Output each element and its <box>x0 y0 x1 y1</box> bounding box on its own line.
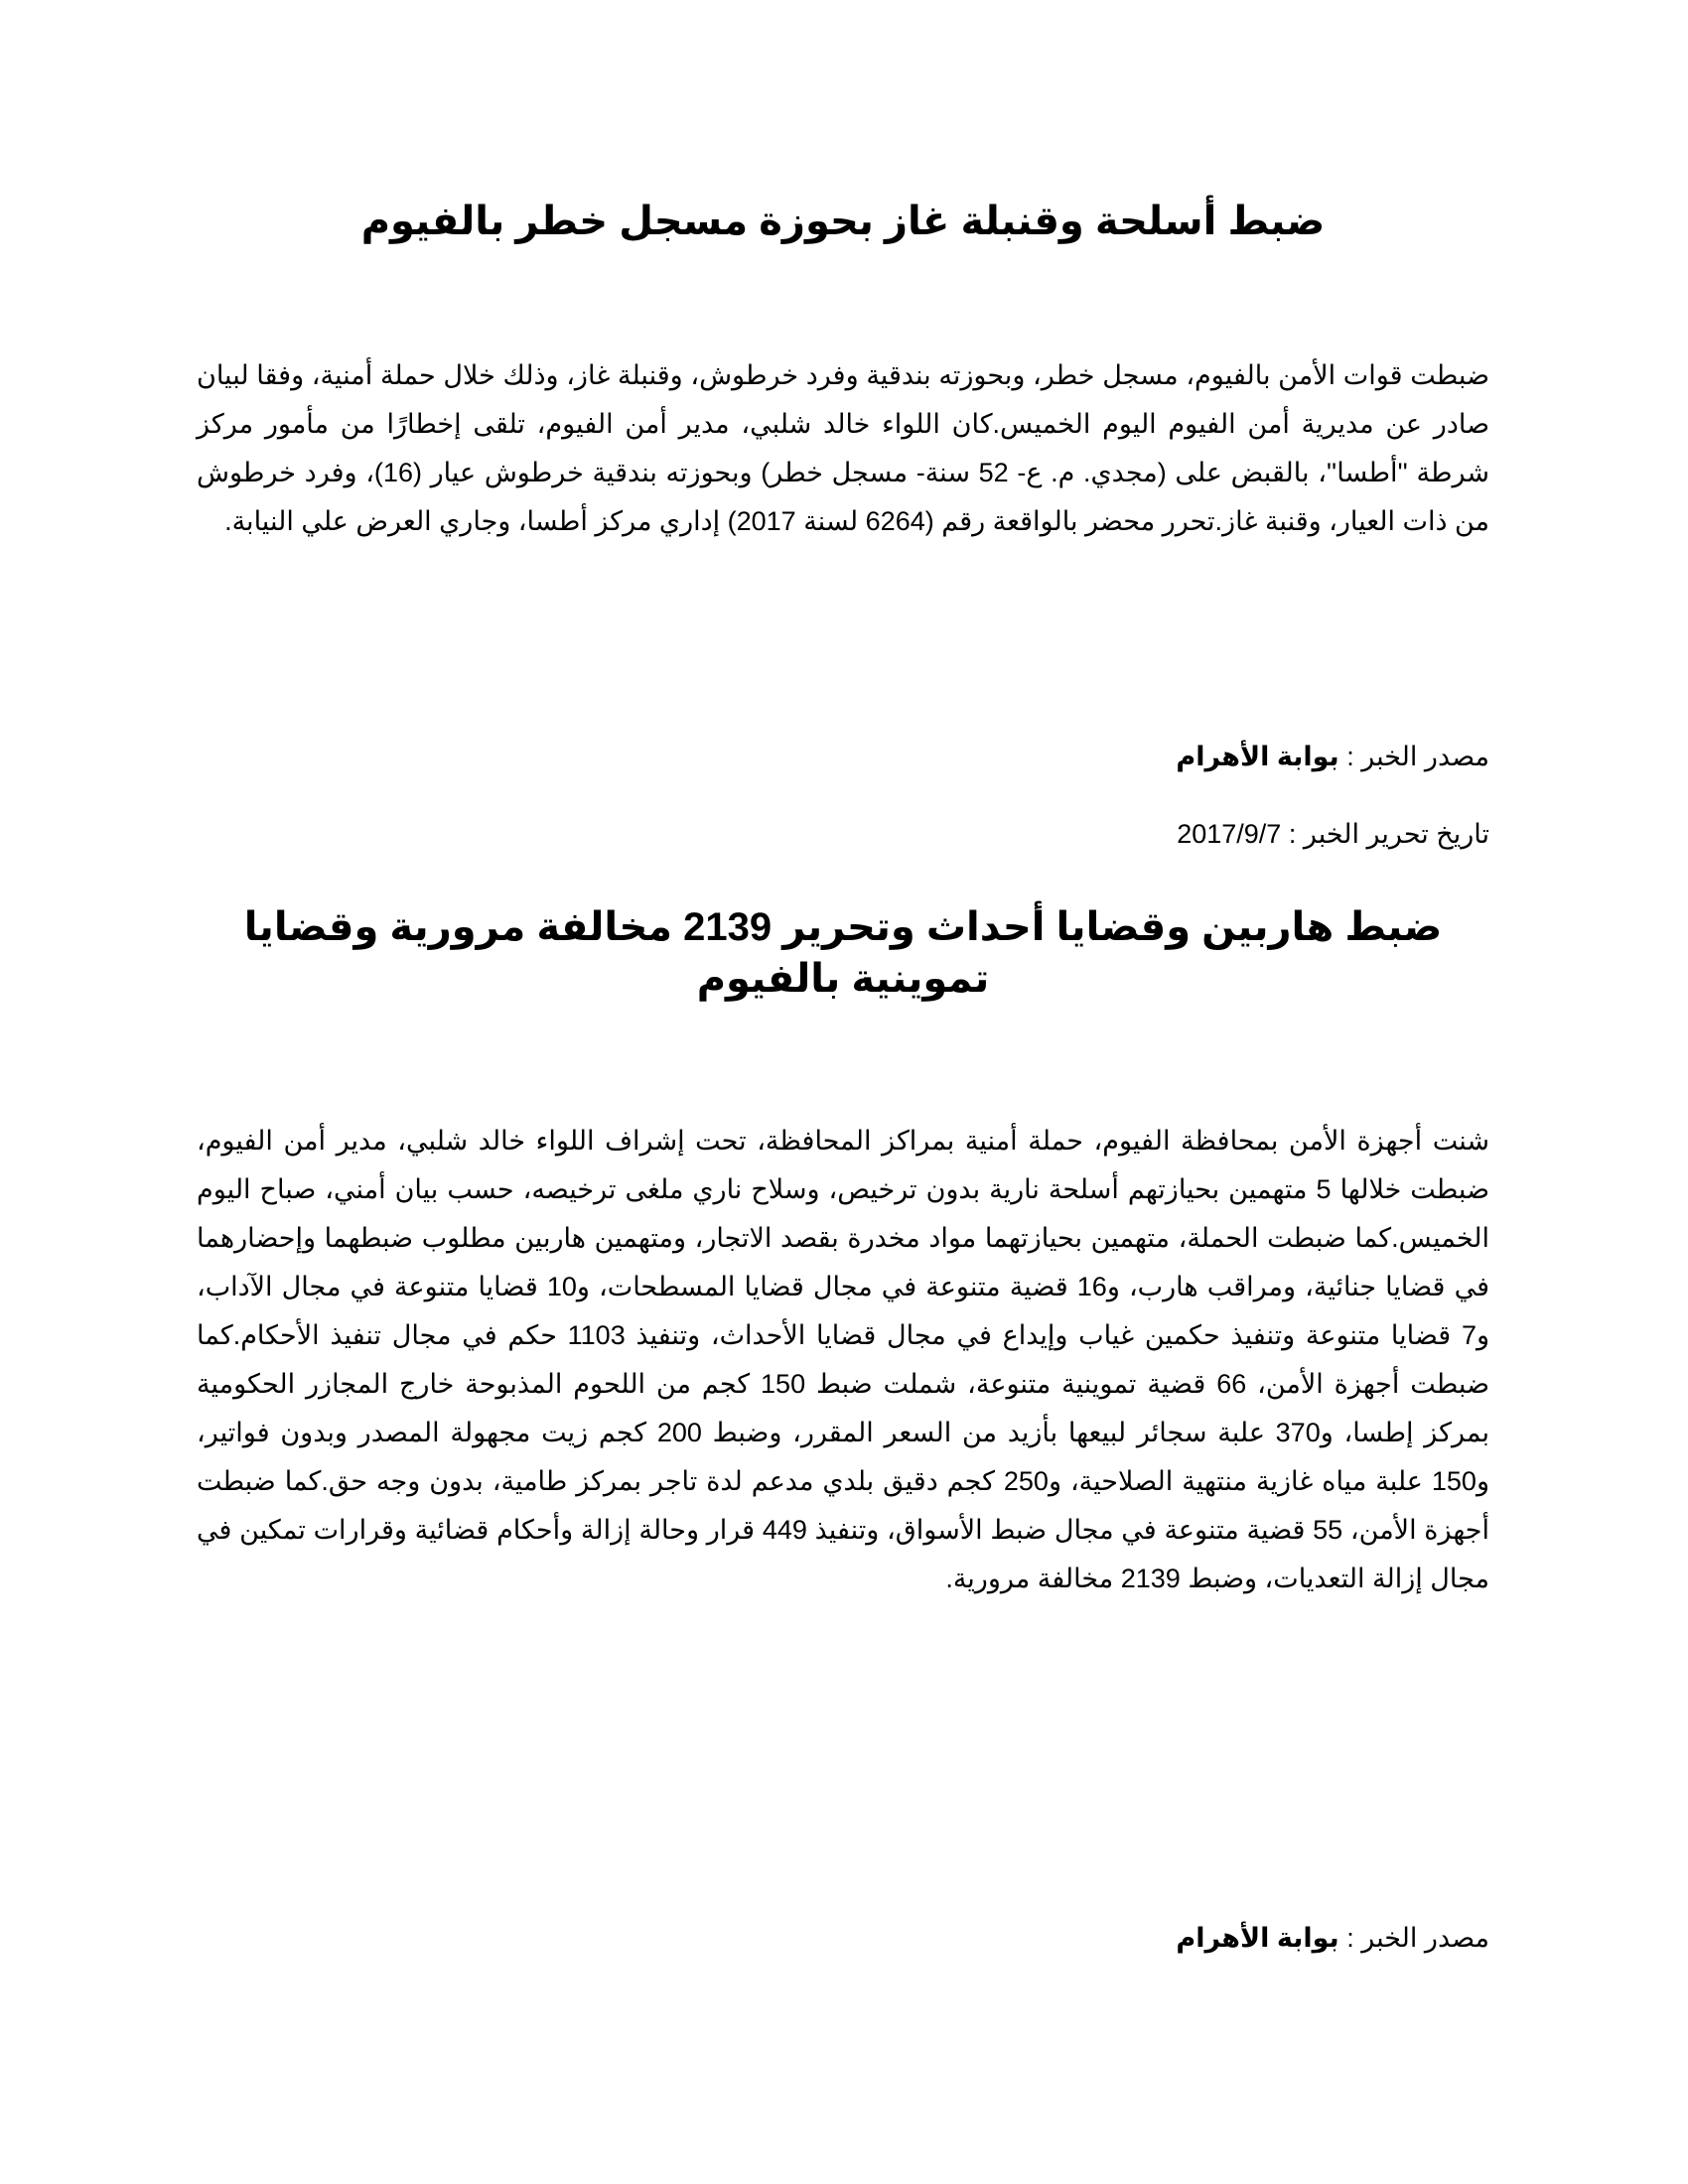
article-1-body: ضبطت قوات الأمن بالفيوم، مسجل خطر، وبحوزته بندقية وفرد خرطوش، وقنبلة غاز، وذلك خلال حملة أمنية، وفقا لبيان صادر عن مديرية أمن الفيوم اليوم الخميس.كان اللواء خالد شلبي، مدير أمن الفيوم، تلقى إخطارًا من مأمور مركز شرطة ''أطسا''، بالقبض على (مجدي. م. ع- 52 سنة- مسجل خطر) وبحوزته بندقية خرطوش عيار (16)، وفرد خرطوش من ذات العيار، وقنبة غاز.تحرر محضر بالواقعة رقم (6264 لسنة 2017) إداري مركز أطسا، وجاري العرض علي النيابة. <box>197 360 1489 536</box>
article-1-title: ضبط أسلحة وقنبلة غاز بحوزة مسجل خطر بالفيوم <box>360 200 1326 243</box>
article-2-body: شنت أجهزة الأمن بمحافظة الفيوم، حملة أمنية بمراكز المحافظة، تحت إشراف اللواء خالد شلبي، مدير أمن الفيوم، ضبطت خلالها 5 متهمين بحيازتهم أسلحة نارية بدون ترخيص، وسلاح ناري ملغى ترخيصه، حسب بيان أمني، صباح اليوم الخميس.كما ضبطت الحملة، متهمين بحيازتهما مواد مخدرة بقصد الاتجار، ومتهمين هاربين مطلوب ضبطهما وإحضارهما في قضايا جنائية، ومراقب هارب، و16 قضية متنوعة في مجال قضايا المسطحات، و10 قضايا متنوعة في مجال الآداب، و7 قضايا متنوعة وتنفيذ حكمين غياب وإيداع في مجال قضايا الأحداث، وتنفيذ 1103 حكم في مجال تنفيذ الأحكام.كما ضبطت أجهزة الأمن، 66 قضية تموينية متنوعة، شملت ضبط 150 كجم من اللحوم المذبوحة خارج المجازر الحكومية بمركز إطسا، و370 علبة سجائر لبيعها بأزيد من السعر المقرر، وضبط 200 كجم زيت مجهولة المصدر وبدون فواتير، و150 علبة مياه غازية منتهية الصلاحية، و250 كجم دقيق بلدي مدعم لدة تاجر بمركز طامية، بدون وجه حق.كما ضبطت أجهزة الأمن، 55 قضية متنوعة في مجال ضبط الأسواق، وتنفيذ 449 قرار وحالة إزالة وأحكام قضائية وقرارات تمكين في مجال إزالة التعديات، وضبط 2139 مخالفة مرورية. <box>197 1126 1490 1593</box>
article-2-source-label: مصدر الخبر : <box>1346 1923 1489 1953</box>
article-1-source-value: بوابة الأهرام <box>1176 742 1339 771</box>
article-1-source <box>1176 737 1489 776</box>
article-2-source <box>1176 1918 1489 1958</box>
article-1-date-label: تاريخ تحرير الخبر : <box>1288 819 1489 849</box>
article-1-date-value: 2017/9/7 <box>1177 819 1282 849</box>
article-1-source-label: مصدر الخبر : <box>1346 742 1489 771</box>
article-1-date <box>1177 814 1489 854</box>
article-2-title: ضبط هاربين وقضايا أحداث وتحرير 2139 مخالفة مرورية وقضايا تموينية بالفيوم <box>243 905 1443 1001</box>
article-2-source-value: بوابة الأهرام <box>1176 1923 1339 1953</box>
document-page <box>197 0 1489 2184</box>
